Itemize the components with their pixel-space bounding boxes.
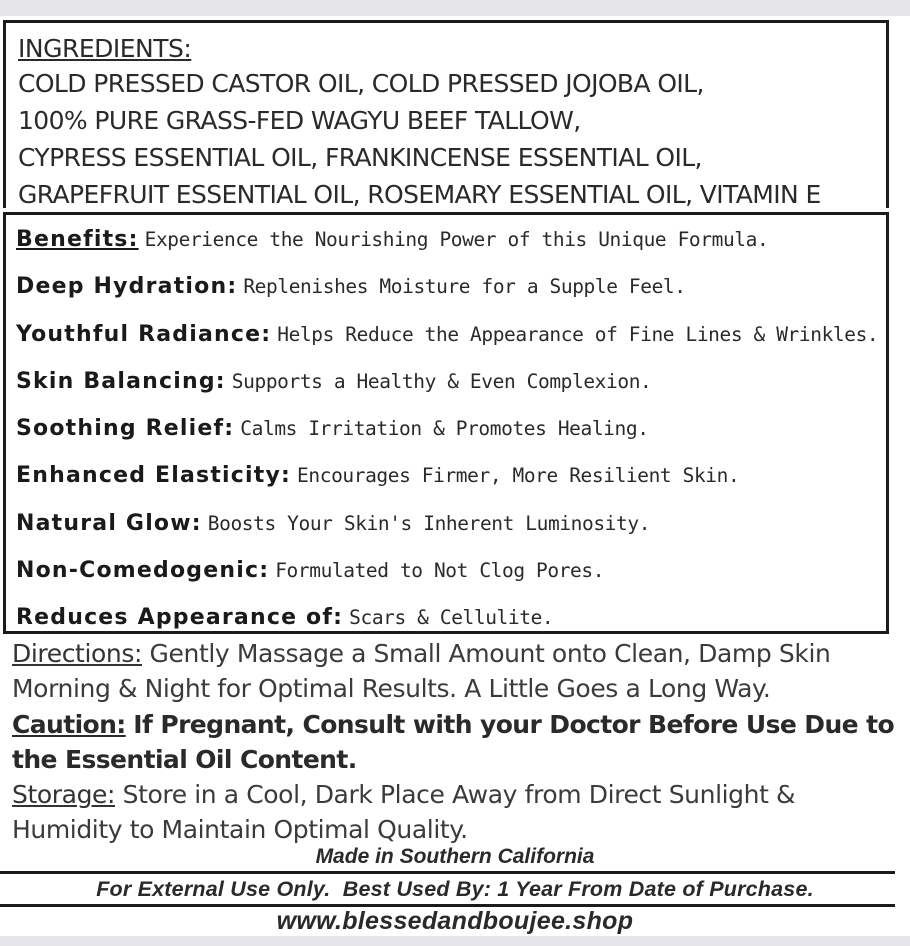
benefit-text: Scars & Cellulite. [349,606,554,630]
benefit-heading: Natural Glow: [16,510,202,536]
divider [0,871,895,874]
directions-paragraph [12,636,902,707]
ingredients-line: COLD PRESSED CASTOR OIL, COLD PRESSED JOJOBA OIL, [18,69,704,98]
benefit-row [16,463,876,510]
website-text: www.blessedandboujee.shop [276,907,634,935]
benefit-row [16,511,876,558]
external-use-text: For External Use Only. Best Used By: 1 Year From Date of Purchase. [96,877,814,901]
ingredients-box [3,20,889,208]
benefit-row [16,321,879,369]
benefit-text: Formulated to Not Clog Pores. [275,559,605,583]
benefit-heading: Soothing Relief: [16,416,235,442]
benefit-heading: Non-Comedogenic: [16,558,270,584]
caution-heading: Caution: [12,709,126,739]
benefit-row [16,369,876,416]
benefit-heading: Enhanced Elasticity: [16,463,292,489]
ingredients-line: CYPRESS ESSENTIAL OIL, FRANKINCENSE ESSENTIAL OIL, [18,143,702,172]
storage-text: Store in a Cool, Dark Place Away from Direct Sunlight & Humidity to Maintain Optimal Quality. [12,780,796,845]
benefit-text: Boosts Your Skin's Inherent Luminosity. [207,511,651,535]
benefit-row [16,605,876,634]
product-label [0,16,910,936]
directions-heading: Directions: [12,639,142,668]
benefit-heading: Youthful Radiance: [16,321,272,347]
storage-paragraph [12,777,902,848]
benefit-row [16,558,876,605]
benefit-heading: Deep Hydration: [16,274,238,300]
benefit-text: Encourages Firmer, More Resilient Skin. [297,464,740,488]
benefit-row [16,227,876,274]
ingredients-line: 100% PURE GRASS-FED WAGYU BEEF TALLOW, [18,106,581,135]
benefit-text: Experience the Nourishing Power of this Unique Formula. [144,228,769,251]
benefit-heading: Skin Balancing: [16,368,226,394]
benefit-text: Helps Reduce the Appearance of Fine Lines & Wrinkles. [277,322,879,346]
caution-text: If Pregnant, Consult with your Doctor Before Use Due to the Essential Oil Content. [12,709,895,774]
benefit-heading: Reduces Appearance of: [16,605,344,631]
benefit-row [16,416,876,463]
storage-heading: Storage: [12,780,116,810]
directions-text: Gently Massage a Small Amount onto Clean, Damp Skin Morning & Night for Optimal Results. A Little Goes a Long Way. [12,639,831,704]
made-in-text: Made in Southern California [315,845,595,868]
benefit-text: Supports a Healthy & Even Complexion. [231,369,652,393]
ingredients-line: GRAPEFRUIT ESSENTIAL OIL, ROSEMARY ESSENTIAL OIL, VITAMIN E [18,180,821,209]
benefit-text: Replenishes Moisture for a Supple Feel. [243,275,686,299]
benefit-row [16,274,876,321]
benefit-heading: Benefits: [16,227,139,252]
ingredients-title: INGREDIENTS: [18,34,192,63]
benefits-box [3,212,889,634]
caution-paragraph [12,707,902,778]
usage-section [12,636,902,848]
benefit-text: Calms Irritation & Promotes Healing. [240,417,649,441]
